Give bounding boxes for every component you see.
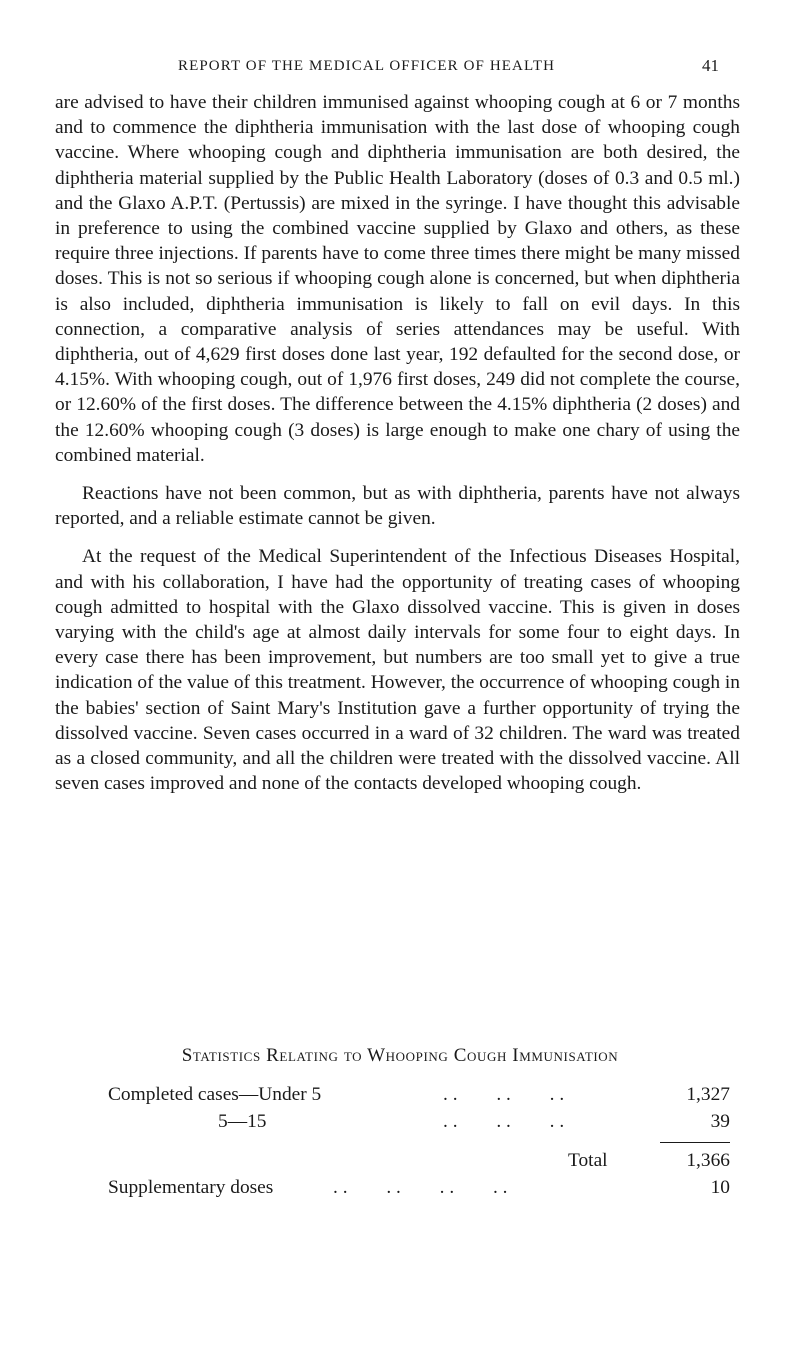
paragraph-dissolved-vaccine: At the request of the Medical Superintendent of the Infectious Diseases Hospital, and with his collaboration, I have had the opportunity of treating cases of whooping cough admitted to hospital with the Glaxo dissolved vaccine. This is given in doses varying with the child's age at almost daily intervals for some four to eight days. In every case there has been improvement, but numbers are too small yet to give a true indication of the value of this treatment. However, the occurrence of whooping cough in the babies' section of Saint Mary's Institution gave a further opportunity of trying the dissolved vaccine. Seven cases occurred in a ward of 32 children. The ward was treated as a closed community, and all the children were treated with the dissolved vaccine. All seven cases improved and none of the contacts developed whooping cough. — [55, 546, 740, 795]
paragraph-reactions: Reactions have not been common, but as with diphtheria, parents have not always reported, and a reliable estimate cannot be given. — [55, 483, 740, 530]
dot-leader: . . . . . . — [443, 1084, 565, 1105]
report-body — [55, 90, 740, 809]
stats-value: 39 — [710, 1111, 730, 1132]
stats-row-under-5 — [108, 1084, 748, 1111]
stats-row-5-15 — [108, 1111, 748, 1138]
page-header — [0, 58, 800, 82]
stats-label: Completed cases—Under 5 — [108, 1084, 322, 1105]
stats-total-label: Total — [568, 1150, 608, 1171]
stats-label: Supplementary doses — [108, 1177, 274, 1198]
total-rule — [660, 1142, 730, 1143]
stats-row-total — [108, 1150, 748, 1177]
stats-row-supplementary — [108, 1177, 748, 1204]
dot-leader: . . . . . . . . — [333, 1177, 508, 1198]
running-title: REPORT OF THE MEDICAL OFFICER OF HEALTH — [178, 58, 556, 74]
statistics-title: Statistics Relating to Whooping Cough Immunisation — [181, 1045, 619, 1066]
page-number: 41 — [702, 56, 719, 75]
stats-label: 5—15 — [218, 1111, 267, 1132]
stats-value: 1,327 — [686, 1084, 730, 1105]
dot-leader: . . . . . . — [443, 1111, 565, 1132]
stats-value: 1,366 — [686, 1150, 730, 1171]
statistics-table — [108, 1084, 748, 1204]
paragraph-immunisation-schedule: are advised to have their children immunised against whooping cough at 6 or 7 months and to commence the diphtheria immunisation with the last dose of whooping cough vaccine. Where whooping cough and diphtheria immunisation are both desired, the diphtheria material supplied by the Public Health Laboratory (doses of 0.3 and 0.5 ml.) and the Glaxo A.P.T. (Pertussis) are mixed in the syringe. I have thought this advisable in preference to using the combined vaccine supplied by Glaxo and others, as these require three injections. If parents have to come three times there might be many missed doses. This is not so serious if whooping cough alone is concerned, but when diphtheria is also included, diphtheria immunisation is likely to fall on evil days. In this connection, a comparative analysis of series attendances may be useful. With diphtheria, out of 4,629 first doses done last year, 192 defaulted for the second dose, or 4.15%. With whooping cough, out of 1,976 first doses, 249 did not complete the course, or 12.60% of the first doses. The difference between the 4.15% diphtheria (2 doses) and the 12.60% whooping cough (3 doses) is large enough to make one chary of using the combined material. — [55, 92, 740, 466]
stats-value: 10 — [710, 1177, 730, 1198]
